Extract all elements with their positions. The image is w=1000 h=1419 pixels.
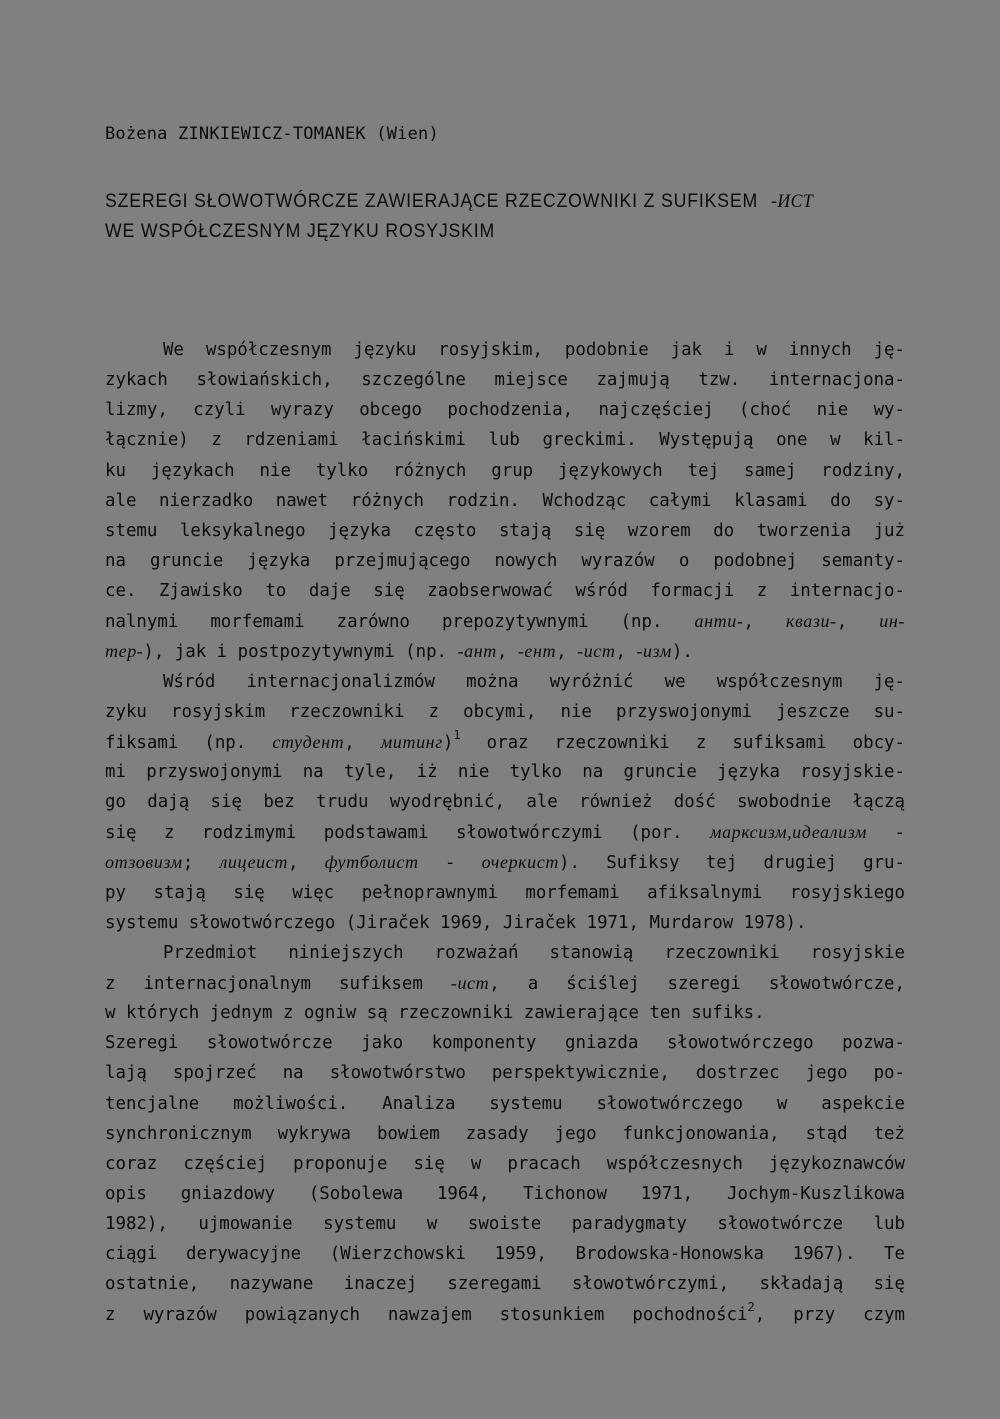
text-line: systemu słowotwórczego (Jiraček 1969, Jiraček 1971, Murdarow 1978). bbox=[105, 912, 807, 933]
text-line: ce. Zjawisko to daje się zaobserwować wśród formacji z internacjo- bbox=[105, 581, 905, 602]
text-line bbox=[105, 968, 905, 998]
text-segment: , bbox=[496, 642, 508, 663]
russian-term: лицеист bbox=[219, 852, 288, 873]
text-line: Przedmiot niniejszych rozważań stanowią rzeczowniki rosyjskie bbox=[163, 942, 905, 963]
text-segment: z wyrazów powiązanych nawzajem stosunkiem pochodności bbox=[105, 1304, 748, 1325]
text-line: Szeregi słowotwórcze jako komponenty gniazda słowotwórczego pozwa- bbox=[105, 1033, 905, 1054]
russian-term: анти- bbox=[694, 611, 744, 632]
russian-term: митинг bbox=[380, 731, 443, 752]
body-text bbox=[105, 335, 905, 1330]
text-line: stemu leksykalnego języka często stają się wzorem do tworzenia już bbox=[105, 520, 905, 541]
russian-term: студент bbox=[272, 731, 345, 752]
text-line bbox=[105, 727, 905, 757]
text-line: We współczesnym języku rosyjskim, podobnie jak i w innych ję- bbox=[163, 340, 905, 360]
text-line: coraz częściej proponuje się w pracach współczesnych językoznawców bbox=[105, 1153, 905, 1174]
russian-term: -ант bbox=[457, 641, 497, 662]
author-line: Bożena ZINKIEWICZ-TOMANEK (Wien) bbox=[105, 124, 439, 144]
text-segment: , bbox=[743, 612, 754, 633]
text-segment: , bbox=[615, 642, 626, 663]
text-segment: ) bbox=[442, 732, 454, 753]
text-segment: , bbox=[836, 612, 848, 633]
text-line: py stają się więc pełnoprawnymi morfemami afiksalnymi rosyjskiego bbox=[105, 882, 905, 903]
russian-term: футболист bbox=[324, 852, 419, 873]
russian-term: квази- bbox=[785, 611, 837, 632]
text-segment: - bbox=[894, 823, 905, 844]
text-line: na gruncie języka przejmującego nowych wyrazów o podobnej semanty- bbox=[105, 550, 905, 571]
russian-term: очеркист bbox=[481, 852, 559, 873]
text-segment: fiksami (np. bbox=[105, 732, 247, 753]
russian-term: -изм bbox=[636, 641, 672, 662]
text-segment: ), jak i postpozytywnymi (np. bbox=[143, 642, 448, 663]
text-line: synchronicznym wykrywa bowiem zasady jego funkcjonowania, stąd też bbox=[105, 1123, 905, 1144]
text-line bbox=[105, 606, 905, 636]
russian-term: тер- bbox=[105, 641, 144, 662]
title-text: SZEREGI SŁOWOTWÓRCZE ZAWIERAJĄCE RZECZOWNIKI Z SUFIKSEM bbox=[105, 191, 759, 212]
text-segment: , bbox=[344, 732, 355, 753]
text-segment: ). Sufiksy tej drugiej gru- bbox=[558, 853, 905, 874]
text-line: lają spojrzeć na słowotwórstwo perspektywicznie, dostrzec jego po- bbox=[105, 1063, 905, 1084]
text-segment: się z rodzimymi podstawami słowotwórczymi (por. bbox=[105, 823, 683, 844]
text-line: ciągi derywacyjne (Wierzchowski 1959, Brodowska-Honowska 1967). Te bbox=[105, 1244, 905, 1265]
text-line: łącznie) z rdzeniami łacińskimi lub greckimi. Występują one w kil- bbox=[105, 430, 905, 451]
text-line: zykach słowiańskich, szczególne miejsce zajmują tzw. internacjona- bbox=[105, 370, 905, 391]
russian-term: ин- bbox=[879, 611, 905, 632]
text-line: lizmy, czyli wyrazy obcego pochodzenia, najczęściej (choć nie wy- bbox=[105, 400, 905, 421]
text-line: ostatnie, nazywane inaczej szeregami słowotwórczymi, składają się bbox=[105, 1274, 905, 1295]
text-line: tencjalne możliwości. Analiza systemu słowotwórczego w aspekcie bbox=[105, 1093, 905, 1114]
text-line bbox=[105, 636, 905, 666]
text-line: opis gniazdowy (Sobolewa 1964, Tichonow 1971, Jochym-Kuszlikowa bbox=[105, 1183, 905, 1204]
text-segment: nalnymi morfemami zarówno prepozytywnymi (np. bbox=[105, 612, 663, 633]
text-segment: z internacjonalnym sufiksem bbox=[105, 973, 423, 994]
text-line bbox=[105, 1300, 905, 1330]
text-segment: , przy czym bbox=[754, 1304, 906, 1325]
russian-term: -ист bbox=[450, 972, 490, 993]
text-line: ale nierzadko nawet różnych rodzin. Wchodząc całymi klasami do sy- bbox=[105, 490, 905, 511]
text-line: w których jednym z ogniw są rzeczowniki zawierające ten sufiks. bbox=[105, 1003, 765, 1024]
text-line: go dają się bez trudu wyodrębnić, ale również dość swobodnie łączą bbox=[105, 792, 905, 813]
text-segment: - bbox=[444, 853, 456, 874]
russian-term: -ист bbox=[577, 641, 616, 662]
text-segment: , bbox=[287, 853, 299, 874]
text-segment: ). bbox=[671, 642, 693, 663]
text-line: 1982), ujmowanie systemu w swoiste paradygmaty słowotwórcze lub bbox=[105, 1214, 905, 1235]
text-line bbox=[105, 847, 905, 877]
title-suffix: -ИСТ bbox=[771, 191, 814, 212]
text-segment: ; bbox=[182, 853, 194, 874]
text-line: mi przyswojonymi na tyle, iż nie tylko na gruncie języka rosyjskie- bbox=[105, 761, 905, 782]
footnote-marker: 1 bbox=[453, 727, 461, 742]
text-line: zyku rosyjskim rzeczowniki z obcymi, nie przyswojonymi jeszcze su- bbox=[105, 701, 905, 722]
text-segment: , a ściślej szeregi słowotwórcze, bbox=[489, 973, 905, 994]
text-segment: oraz rzeczowniki z sufiksami obcy- bbox=[486, 732, 905, 753]
text-line: Wśród internacjonalizmów można wyróżnić we współczesnym ję- bbox=[163, 671, 905, 692]
russian-term: отзовизм bbox=[105, 852, 183, 873]
title-line-2: WE WSPÓŁCZESNYM JĘZYKU ROSYJSKIM bbox=[105, 221, 496, 242]
text-line: ku językach nie tylko różnych grup językowych tej samej rodziny, bbox=[105, 460, 905, 481]
russian-term: марксизм,идеализм bbox=[710, 822, 867, 843]
russian-term: -ент bbox=[517, 641, 557, 662]
title-line-1 bbox=[105, 191, 813, 213]
footnote-marker: 2 bbox=[747, 1299, 755, 1314]
text-segment: , bbox=[556, 642, 567, 663]
text-line bbox=[105, 817, 905, 847]
